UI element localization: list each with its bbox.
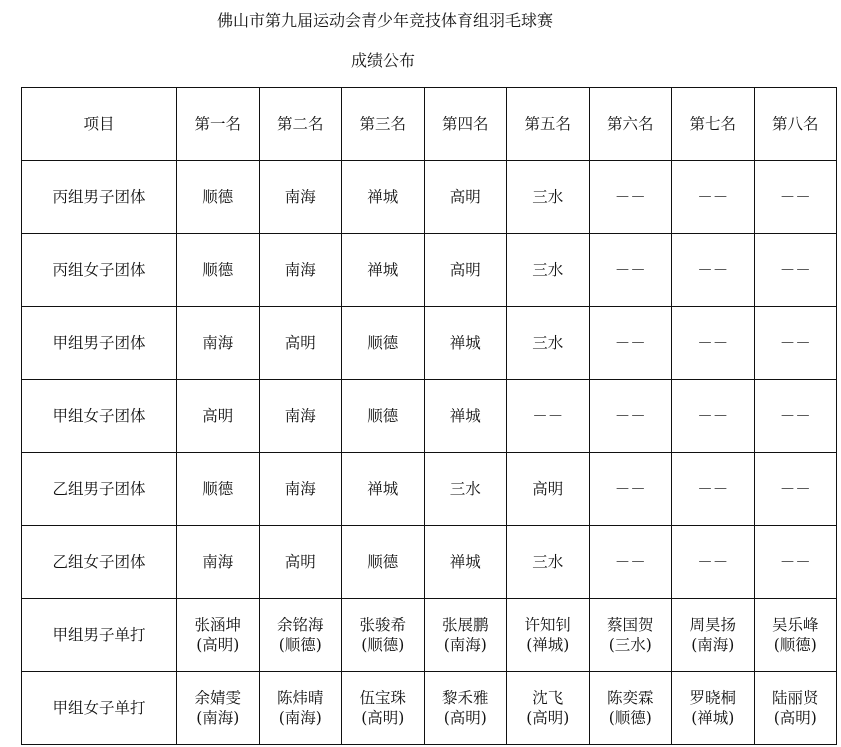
- table-row: [22, 234, 837, 307]
- result-name: －－: [779, 261, 811, 279]
- result-name: 余铭海: [276, 616, 324, 634]
- result-cell-rank-2: [259, 307, 342, 380]
- result-cell-rank-8: [754, 599, 837, 672]
- result-cell-rank-6: [589, 161, 672, 234]
- header-rank-4: 第四名: [424, 88, 507, 161]
- table-row: [22, 526, 837, 599]
- result-team: (高明): [526, 709, 570, 727]
- event-name-cell: 乙组男子团体: [22, 453, 177, 526]
- result-cell-rank-2: [259, 599, 342, 672]
- result-cell-rank-8: [754, 453, 837, 526]
- result-cell-rank-6: [589, 380, 672, 453]
- result-name: 顺德: [367, 553, 399, 571]
- result-cell-rank-1: [177, 234, 260, 307]
- result-team: (顺德): [361, 636, 405, 654]
- result-name: 禅城: [367, 188, 399, 206]
- result-name: 余婧雯: [194, 689, 241, 707]
- result-name: 禅城: [367, 480, 399, 498]
- result-cell-rank-6: [589, 234, 672, 307]
- result-cell-rank-2: [259, 234, 342, 307]
- result-cell-rank-6: [589, 453, 672, 526]
- result-name: 三水: [532, 334, 564, 352]
- header-rank-3: 第三名: [342, 88, 425, 161]
- result-cell-rank-3: [342, 307, 425, 380]
- result-name: －－: [697, 334, 729, 352]
- result-cell-rank-7: [672, 380, 755, 453]
- result-cell-rank-2: [259, 453, 342, 526]
- header-rank-7: 第七名: [672, 88, 755, 161]
- result-cell-rank-2: [259, 526, 342, 599]
- result-cell-rank-3: [342, 453, 425, 526]
- result-name: 高明: [284, 334, 316, 352]
- result-name: 禅城: [367, 261, 399, 279]
- result-name: 高明: [202, 407, 234, 425]
- result-name: 南海: [284, 188, 316, 206]
- result-team: (高明): [196, 636, 240, 654]
- result-cell-rank-6: [589, 599, 672, 672]
- table-row: [22, 380, 837, 453]
- result-team: (禅城): [526, 636, 570, 654]
- header-rank-6: 第六名: [589, 88, 672, 161]
- result-name: 吴乐峰: [771, 616, 819, 634]
- result-cell-rank-4: [424, 599, 507, 672]
- result-cell-rank-4: [424, 453, 507, 526]
- result-cell-rank-8: [754, 161, 837, 234]
- event-name-cell: 甲组男子团体: [22, 307, 177, 380]
- result-cell-rank-8: [754, 380, 837, 453]
- result-name: 南海: [202, 553, 234, 571]
- result-team: (三水): [608, 636, 652, 654]
- result-name: －－: [614, 334, 646, 352]
- result-team: (高明): [773, 709, 817, 727]
- result-cell-rank-5: [507, 672, 590, 745]
- result-team: (顺德): [773, 636, 817, 654]
- result-name: －－: [614, 480, 646, 498]
- result-cell-rank-1: [177, 453, 260, 526]
- results-table-body: [22, 161, 837, 745]
- header-rank-5: 第五名: [507, 88, 590, 161]
- result-team: (高明): [443, 709, 487, 727]
- result-name: 禅城: [449, 553, 481, 571]
- result-name: －－: [779, 188, 811, 206]
- event-name-cell: 甲组女子团体: [22, 380, 177, 453]
- result-cell-rank-5: [507, 453, 590, 526]
- result-name: 三水: [532, 188, 564, 206]
- result-cell-rank-4: [424, 307, 507, 380]
- result-name: －－: [614, 553, 646, 571]
- result-name: 张涵坤: [194, 616, 241, 634]
- document-subtitle: 成绩公布: [350, 51, 415, 70]
- result-cell-rank-6: [589, 526, 672, 599]
- result-name: －－: [614, 407, 646, 425]
- result-cell-rank-3: [342, 234, 425, 307]
- result-cell-rank-6: [589, 672, 672, 745]
- result-team: (南海): [278, 709, 322, 727]
- event-name-cell: 甲组男子单打: [22, 599, 177, 672]
- result-cell-rank-4: [424, 672, 507, 745]
- result-cell-rank-7: [672, 526, 755, 599]
- result-cell-rank-7: [672, 599, 755, 672]
- result-cell-rank-4: [424, 234, 507, 307]
- result-cell-rank-1: [177, 307, 260, 380]
- result-name: 顺德: [202, 480, 234, 498]
- result-name: －－: [532, 407, 564, 425]
- header-rank-8: 第八名: [754, 88, 837, 161]
- result-name: 伍宝珠: [359, 689, 406, 707]
- result-name: －－: [697, 188, 729, 206]
- result-cell-rank-5: [507, 234, 590, 307]
- result-name: 许知钊: [524, 616, 571, 634]
- event-name-cell: 乙组女子团体: [22, 526, 177, 599]
- result-name: －－: [779, 334, 811, 352]
- table-row: [22, 307, 837, 380]
- result-name: 三水: [449, 480, 481, 498]
- result-name: －－: [779, 553, 811, 571]
- result-name: 顺德: [367, 334, 399, 352]
- result-cell-rank-3: [342, 161, 425, 234]
- result-name: 南海: [202, 334, 234, 352]
- result-name: 高明: [284, 553, 316, 571]
- result-name: 顺德: [367, 407, 399, 425]
- result-cell-rank-7: [672, 161, 755, 234]
- result-cell-rank-7: [672, 672, 755, 745]
- header-row: [22, 88, 837, 161]
- result-team: (南海): [196, 709, 240, 727]
- result-cell-rank-4: [424, 526, 507, 599]
- result-cell-rank-5: [507, 380, 590, 453]
- result-cell-rank-2: [259, 161, 342, 234]
- table-row: [22, 672, 837, 745]
- result-name: 顺德: [202, 261, 234, 279]
- result-name: 张展鹏: [441, 616, 489, 634]
- header-rank-2: 第二名: [259, 88, 342, 161]
- result-name: 陈奕霖: [606, 689, 654, 707]
- result-name: －－: [779, 407, 811, 425]
- result-name: 蔡国贺: [606, 616, 654, 634]
- result-name: 罗晓桐: [689, 689, 736, 707]
- result-name: －－: [614, 261, 646, 279]
- result-cell-rank-7: [672, 453, 755, 526]
- result-cell-rank-7: [672, 307, 755, 380]
- result-team: (南海): [691, 636, 735, 654]
- result-team: (南海): [443, 636, 487, 654]
- result-name: 三水: [532, 261, 564, 279]
- result-cell-rank-8: [754, 307, 837, 380]
- event-name-cell: 丙组男子团体: [22, 161, 177, 234]
- result-name: 禅城: [449, 334, 481, 352]
- table-row: [22, 161, 837, 234]
- results-table-header: [22, 88, 837, 161]
- result-cell-rank-2: [259, 380, 342, 453]
- result-cell-rank-6: [589, 307, 672, 380]
- result-cell-rank-1: [177, 161, 260, 234]
- result-team: (高明): [361, 709, 405, 727]
- result-cell-rank-3: [342, 672, 425, 745]
- table-row: [22, 453, 837, 526]
- result-cell-rank-1: [177, 380, 260, 453]
- result-cell-rank-8: [754, 526, 837, 599]
- result-name: 黎禾雅: [441, 689, 489, 707]
- result-cell-rank-3: [342, 380, 425, 453]
- result-name: 南海: [284, 480, 316, 498]
- header-event: 项目: [22, 88, 177, 161]
- result-name: －－: [697, 407, 729, 425]
- result-cell-rank-1: [177, 526, 260, 599]
- result-name: －－: [697, 480, 729, 498]
- result-cell-rank-1: [177, 599, 260, 672]
- result-name: －－: [697, 553, 729, 571]
- result-team: (顺德): [278, 636, 322, 654]
- result-name: 南海: [284, 261, 316, 279]
- result-cell-rank-8: [754, 672, 837, 745]
- result-name: 周昊扬: [689, 616, 736, 634]
- result-name: 陆丽贤: [771, 689, 819, 707]
- result-name: 陈炜晴: [276, 689, 324, 707]
- event-name-cell: 丙组女子团体: [22, 234, 177, 307]
- result-team: (顺德): [608, 709, 652, 727]
- event-name-cell: 甲组女子单打: [22, 672, 177, 745]
- result-cell-rank-5: [507, 307, 590, 380]
- result-name: 高明: [449, 188, 481, 206]
- result-name: －－: [779, 480, 811, 498]
- result-cell-rank-1: [177, 672, 260, 745]
- result-cell-rank-3: [342, 599, 425, 672]
- result-name: 高明: [532, 480, 564, 498]
- result-team: (禅城): [691, 709, 735, 727]
- header-rank-1: 第一名: [177, 88, 260, 161]
- result-name: 南海: [284, 407, 316, 425]
- result-name: 沈飞: [532, 689, 564, 707]
- result-cell-rank-3: [342, 526, 425, 599]
- result-cell-rank-5: [507, 161, 590, 234]
- table-row: [22, 599, 837, 672]
- result-cell-rank-4: [424, 161, 507, 234]
- result-name: 三水: [532, 553, 564, 571]
- result-cell-rank-8: [754, 234, 837, 307]
- result-cell-rank-5: [507, 599, 590, 672]
- result-name: 顺德: [202, 188, 234, 206]
- result-name: 禅城: [449, 407, 481, 425]
- result-name: 高明: [449, 261, 481, 279]
- result-name: －－: [697, 261, 729, 279]
- result-cell-rank-4: [424, 380, 507, 453]
- result-name: 张骏希: [359, 616, 406, 634]
- document-title: 佛山市第九届运动会青少年竞技体育组羽毛球赛: [216, 11, 553, 30]
- result-cell-rank-2: [259, 672, 342, 745]
- result-name: －－: [614, 188, 646, 206]
- result-cell-rank-7: [672, 234, 755, 307]
- results-table: [21, 87, 837, 745]
- result-cell-rank-5: [507, 526, 590, 599]
